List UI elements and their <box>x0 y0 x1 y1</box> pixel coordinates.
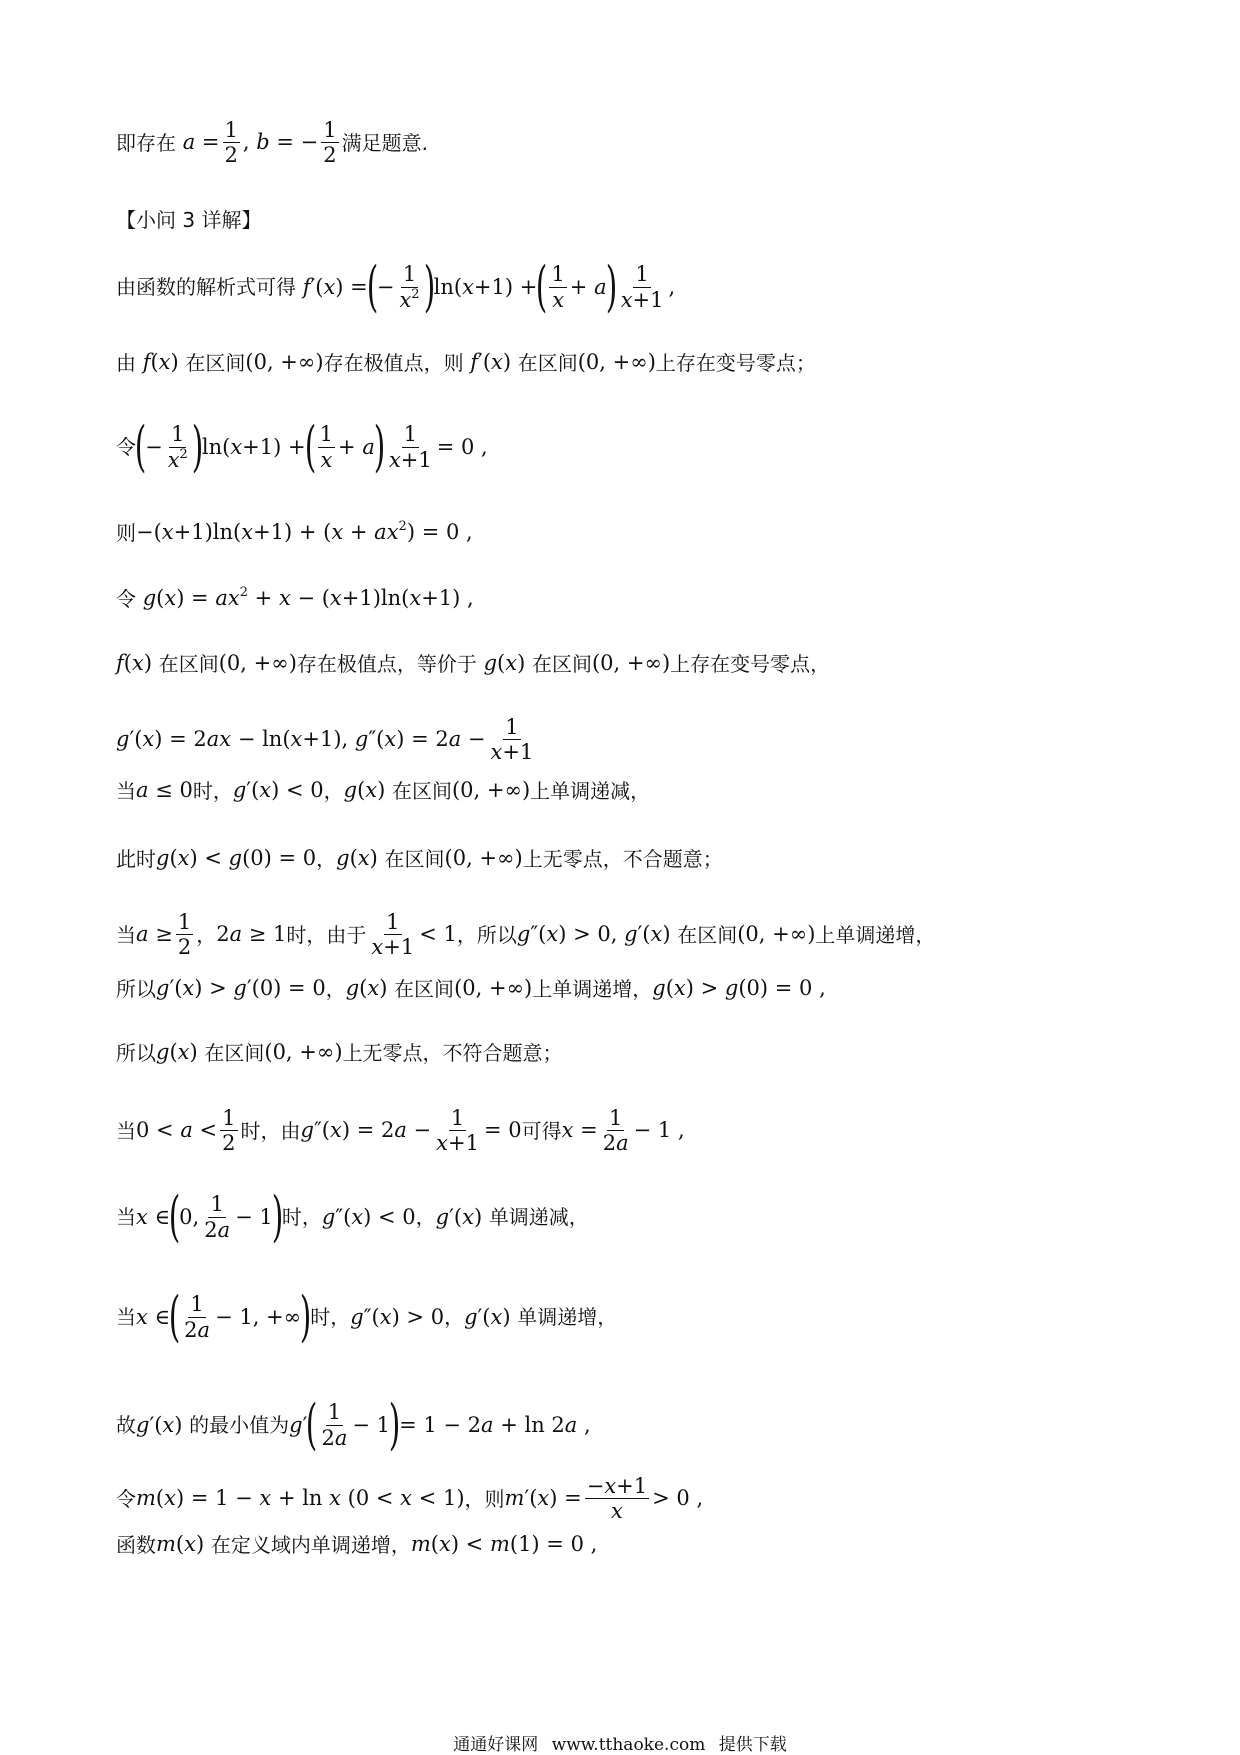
text: 上单调递增， <box>532 976 653 1001</box>
text: 在区间 <box>677 922 738 947</box>
text: 上无零点，不合题意； <box>522 846 723 871</box>
text: 单调递增， <box>517 1305 618 1329</box>
text: ， <box>196 922 217 947</box>
text: 在区间 <box>158 651 219 676</box>
section-heading: 【小问 3 详解】 <box>116 208 262 232</box>
line-10: 当 a ≤ 0 时， g′(x) < 0 ， g(x) 在区间 (0, +∞) 上单调递减， <box>116 778 651 803</box>
line-17: 当 x ∈ ( $\frac{1}{2a}$ − 1, +∞ ) 时， g″(x) > 0 ， g′(x) 单调递增， <box>116 1285 618 1348</box>
text: 在区间 <box>531 651 592 676</box>
text: 上存在变号零点， <box>670 651 831 676</box>
line-7: 令 $g(x) = ax^2 + x - (x+1)\ln(x+1)$ , <box>116 585 474 611</box>
page-footer <box>0 1730 1240 1755</box>
text: 在定义域内单调递增， <box>210 1532 411 1557</box>
text: ，所以 <box>456 922 517 947</box>
text: 时， <box>281 1205 322 1229</box>
text: 在区间 <box>517 350 578 375</box>
text: ，则 <box>464 1486 505 1511</box>
text: 上存在变号零点； <box>655 350 816 375</box>
text: 当 <box>116 1205 136 1229</box>
text: 令 <box>116 1486 136 1511</box>
text: 时， <box>192 778 233 803</box>
text: 单调递减， <box>488 1205 589 1229</box>
text: 所以 <box>116 976 156 1001</box>
text: 在区间 <box>185 350 246 375</box>
text: 满足题意. <box>341 130 428 155</box>
line-6: 则 $-(x+1)\ln(x+1) + (x + ax^2) = 0$ , <box>116 519 473 545</box>
line-3: 由函数的解析式可得 f′(x) = ( − $\frac{1}{x^2}$ ) ln(x+1) + ( $\frac{1}{x}$ + a ) $\frac{1}{x+1}$ , <box>116 255 676 318</box>
line-16: 当 x ∈ ( 0, $\frac{1}{2a}$ − 1 ) 时， g″(x) < 0 ， g′(x) 单调递减， <box>116 1185 589 1248</box>
footer-site-name: 通通好课网 <box>453 1735 539 1755</box>
text: ， <box>316 846 337 871</box>
line-9: g′(x) = 2ax − ln(x+1), g″(x) = 2a − $\frac{1}{x+1}$ <box>116 715 534 765</box>
text: 当 <box>116 1118 136 1143</box>
line-19: 令 m(x) = 1 − x + ln x (0 < x < 1) ，则 m′(x) = $\frac{-x+1}{x}$ > 0 , <box>116 1474 704 1524</box>
text: 存在极值点，等价于 <box>296 651 477 676</box>
text: 即存在 <box>116 130 176 155</box>
footer-url[interactable]: www.tthaoke.com <box>551 1735 706 1755</box>
text: 在区间 <box>391 778 452 803</box>
text: 由函数的解析式可得 <box>116 275 296 299</box>
line-12: 当 a ≥ $\frac{1}{2}$ ， 2a ≥ 1 时，由于 $\frac{1}{x+1}$ < 1 ，所以 g″(x) > 0, g′(x) 在区间 (0, +∞) 上单调递增， <box>116 910 936 960</box>
text: 当 <box>116 778 136 803</box>
line-13: 所以 g′(x) > g′(0) = 0 ， g(x) 在区间 (0, +∞) 上单调递增， g(x) > g(0) = 0 , <box>116 976 826 1001</box>
line-20: 函数 m(x) 在定义域内单调递增， m(x) < m(1) = 0 , <box>116 1532 598 1557</box>
line-5: 令 ( − $\frac{1}{x^2}$ ) ln(x+1) + ( $\frac{1}{x}$ + a ) $\frac{1}{x+1}$ = 0 , <box>116 415 488 478</box>
text: 所以 <box>116 1040 156 1065</box>
line-1: 即存在 a = $\frac{1}{2}$ , b = − $\frac{1}{2}$ 满足题意. <box>116 118 428 168</box>
text: 存在极值点，则 <box>323 350 464 375</box>
text: 令 <box>116 586 136 611</box>
line-14: 所以 g(x) 在区间 (0, +∞) 上无零点，不符合题意； <box>116 1040 563 1065</box>
text: ， <box>444 1305 465 1329</box>
line-11: 此时 g(x) < g(0) = 0 ， g(x) 在区间 (0, +∞) 上无零点，不合题意； <box>116 846 723 871</box>
text: 当 <box>116 1305 136 1329</box>
text: 时，由于 <box>286 922 367 947</box>
text: ， <box>323 778 344 803</box>
text: 则 <box>116 520 136 545</box>
text: 此时 <box>116 846 156 871</box>
text: 上单调递减， <box>530 778 651 803</box>
line-15: 当 0 < a < $\frac{1}{2}$ 时，由 g″(x) = 2a − $\frac{1}{x+1}$ = 0 可得 x = $\frac{1}{2a}$ − 1 , <box>116 1106 685 1156</box>
text: 函数 <box>116 1532 156 1557</box>
text: 由 <box>116 350 136 375</box>
text: ， <box>325 976 346 1001</box>
text: 时，由 <box>240 1118 301 1143</box>
text: 时， <box>310 1305 351 1329</box>
footer-suffix: 提供下载 <box>718 1735 787 1755</box>
text: 上无零点，不符合题意； <box>342 1040 563 1065</box>
line-4: 由 f(x) 在区间 (0, +∞) 存在极值点，则 f′(x) 在区间 (0, +∞) 上存在变号零点； <box>116 350 816 375</box>
line-18: 故 g′(x) 的最小值为 g′ ( $\frac{1}{2a}$ − 1 ) = 1 − 2a + ln 2a , <box>116 1393 591 1456</box>
text: 在区间 <box>394 976 455 1001</box>
text: 上单调递增， <box>815 922 936 947</box>
text: 的最小值为 <box>189 1413 290 1437</box>
text: ， <box>415 1205 436 1229</box>
text: 在区间 <box>384 846 445 871</box>
text: 在区间 <box>204 1040 265 1065</box>
line-8: f(x) 在区间 (0, +∞) 存在极值点，等价于 g(x) 在区间 (0, +∞) 上存在变号零点， <box>116 651 831 676</box>
text: 故 <box>116 1413 136 1437</box>
text: 当 <box>116 922 136 947</box>
text: 可得 <box>521 1118 562 1143</box>
text: 令 <box>116 435 136 459</box>
